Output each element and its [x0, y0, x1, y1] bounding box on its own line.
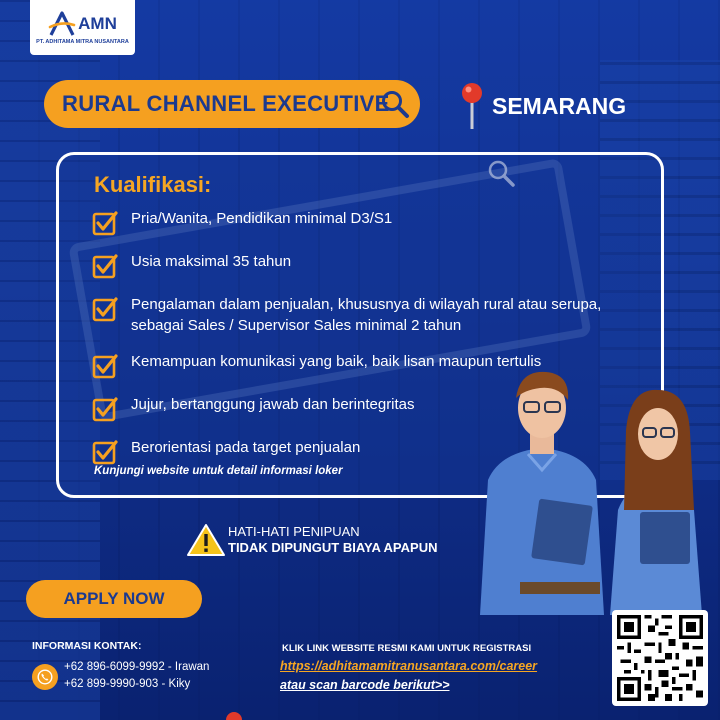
warning-line-2: TIDAK DIPUNGUT BIAYA APAPUN: [228, 540, 438, 555]
website-note: Kunjungi website untuk detail informasi loker: [94, 465, 343, 477]
qualification-text: Berorientasi pada target penjualan: [131, 439, 361, 456]
checkbox-icon: [92, 253, 118, 279]
logo-mark-icon: [48, 10, 76, 38]
location-text: SEMARANG: [492, 92, 627, 119]
checkbox-icon: [92, 439, 118, 465]
logo-subtitle: PT. ADHITAMA MITRA NUSANTARA: [36, 39, 129, 45]
qualification-text: Kemampuan komunikasi yang baik, baik lisan maupun tertulis: [131, 353, 542, 370]
location-pin-icon: [458, 82, 486, 130]
job-title-banner: [44, 80, 420, 128]
qualification-text: Pria/Wanita, Pendidikan minimal D3/S1: [131, 210, 393, 227]
career-website-link[interactable]: https://adhitamamitranusantara.com/career: [280, 659, 538, 673]
contact-phone[interactable]: +62 896-6099-9992 - Irawan: [64, 661, 210, 673]
fraud-warning: [186, 522, 437, 558]
qualification-text: Jujur, bertanggung jawab dan berintegritas: [131, 396, 415, 413]
checkbox-icon: [92, 353, 118, 379]
phone-glyph-icon: [37, 669, 53, 685]
checkbox-icon: [92, 296, 118, 322]
company-logo: [30, 0, 135, 55]
contact-list: [64, 659, 209, 693]
scan-barcode-text: atau scan barcode berikut>>: [280, 678, 450, 692]
warning-icon: [186, 522, 226, 558]
search-icon: [380, 89, 410, 119]
job-location: [458, 82, 626, 130]
checkbox-icon: [92, 210, 118, 236]
qr-code[interactable]: [612, 610, 708, 706]
qualification-text: Pengalaman dalam penjualan, khususnya di wilayah rural atau serupa, sebagai Sales / Supervisor Sales minimal 2 tahun: [131, 296, 602, 334]
qualification-text: Usia maksimal 35 tahun: [131, 253, 292, 270]
checkbox-icon: [92, 396, 118, 422]
job-title: RURAL CHANNEL EXECUTIVE: [62, 91, 390, 116]
contact-phone[interactable]: +62 899-9990-903 - Kiky: [64, 678, 191, 690]
employees-illustration: [480, 360, 720, 615]
apply-now-button[interactable]: APPLY NOW: [26, 580, 202, 618]
qualification-item: [92, 208, 632, 236]
qualification-item: [92, 294, 632, 336]
register-title: KLIK LINK WEBSITE RESMI KAMI UNTUK REGISTRASI: [282, 643, 532, 654]
contact-title: INFORMASI KONTAK:: [32, 640, 142, 652]
qualifications-title: Kualifikasi:: [94, 172, 212, 197]
warning-line-1: HATI-HATI PENIPUAN: [228, 524, 360, 539]
phone-icon: [32, 664, 58, 690]
qualification-item: [92, 251, 632, 279]
logo-name: AMN: [78, 14, 117, 33]
qr-code-pattern: [617, 615, 703, 701]
